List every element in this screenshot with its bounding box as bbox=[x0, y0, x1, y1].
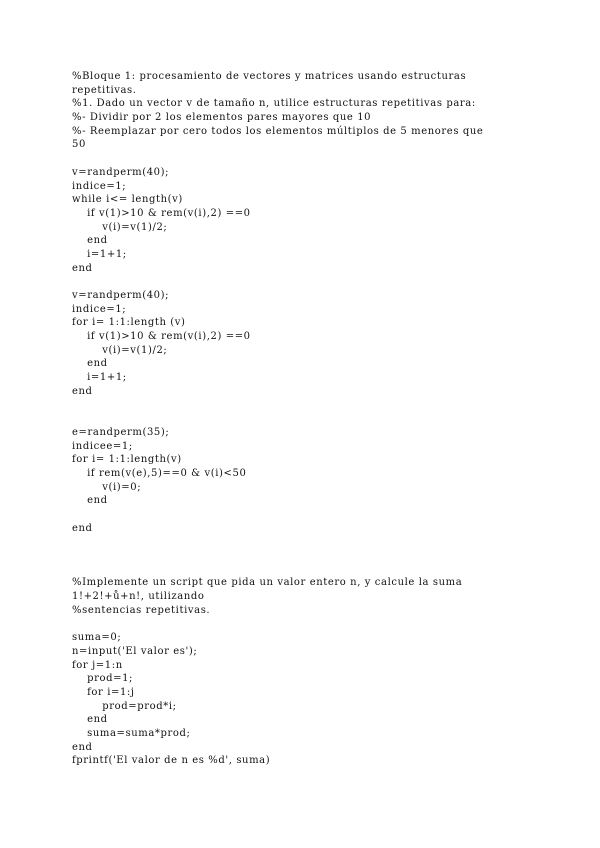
code-line: %Bloque 1: procesamiento de vectores y matrices usando estructuras bbox=[72, 71, 467, 82]
code-line: v(i)=0; bbox=[72, 481, 142, 493]
code-line: if v(1)>10 & rem(v(i),2) ==0 bbox=[72, 207, 251, 219]
code-line: indicee=1; bbox=[72, 440, 133, 452]
code-line: end bbox=[72, 235, 108, 247]
code-line: while i<= length(v) bbox=[72, 194, 183, 206]
code-line: v=randperm(40); bbox=[72, 166, 170, 178]
code-line: end bbox=[72, 262, 93, 274]
code-line: %Implemente un script que pida un valor entero n, y calcule la suma bbox=[72, 577, 463, 589]
code-line: n=input('El valor es'); bbox=[72, 645, 198, 657]
blank-line bbox=[72, 275, 572, 289]
code-line: e=randperm(35); bbox=[72, 426, 170, 438]
code-line: end bbox=[72, 522, 93, 534]
blank-line bbox=[72, 535, 572, 549]
code-line: %1. Dado un vector v de tamaño n, utilice estructuras repetitivas para: bbox=[72, 98, 476, 110]
code-line: %- Dividir por 2 los elementos pares mayores que 10 bbox=[72, 112, 372, 124]
blank-line bbox=[72, 563, 572, 577]
code-line: 50 bbox=[72, 139, 86, 151]
code-listing bbox=[72, 70, 572, 768]
code-line: prod=prod*i; bbox=[72, 700, 177, 712]
code-line: if v(1)>10 & rem(v(i),2) ==0 bbox=[72, 331, 251, 343]
code-line: end bbox=[72, 495, 108, 507]
code-line: end bbox=[72, 385, 93, 397]
code-line: for i= 1:1:length (v) bbox=[72, 317, 186, 329]
blank-line bbox=[72, 152, 572, 166]
code-line: end bbox=[72, 714, 108, 726]
code-line: repetitivas. bbox=[72, 84, 137, 96]
code-line: for i= 1:1:length(v) bbox=[72, 454, 182, 466]
code-line: end bbox=[72, 741, 93, 753]
code-line: for i=1:j bbox=[72, 686, 135, 698]
code-line: for j=1:n bbox=[72, 659, 123, 671]
code-line: indice=1; bbox=[72, 303, 127, 315]
code-line: v=randperm(40); bbox=[72, 290, 170, 301]
code-line: suma=suma*prod; bbox=[72, 728, 191, 739]
blank-line bbox=[72, 508, 572, 522]
blank-line bbox=[72, 412, 572, 426]
code-line: %sentencias repetitivas. bbox=[72, 604, 211, 616]
blank-line bbox=[72, 399, 572, 413]
code-line: i=1+1; bbox=[72, 372, 127, 384]
code-line: %- Reemplazar por cero todos los elementos múltiplos de 5 menores que bbox=[72, 125, 484, 137]
code-line: prod=1; bbox=[72, 673, 134, 685]
code-line: fprintf('El valor de n es %d', suma) bbox=[72, 755, 271, 767]
code-line: suma=0; bbox=[72, 632, 122, 644]
code-line: v(i)=v(1)/2; bbox=[72, 344, 168, 356]
code-line: 1!+2!+ů+n!, utilizando bbox=[72, 591, 205, 603]
code-line: indice=1; bbox=[72, 180, 127, 192]
blank-line bbox=[72, 549, 572, 563]
code-line: end bbox=[72, 358, 108, 370]
code-line: v(i)=v(1)/2; bbox=[72, 221, 168, 233]
code-line: if rem(v(e),5)==0 & v(i)<50 bbox=[72, 467, 247, 479]
code-line: i=1+1; bbox=[72, 248, 127, 260]
blank-line bbox=[72, 618, 572, 632]
